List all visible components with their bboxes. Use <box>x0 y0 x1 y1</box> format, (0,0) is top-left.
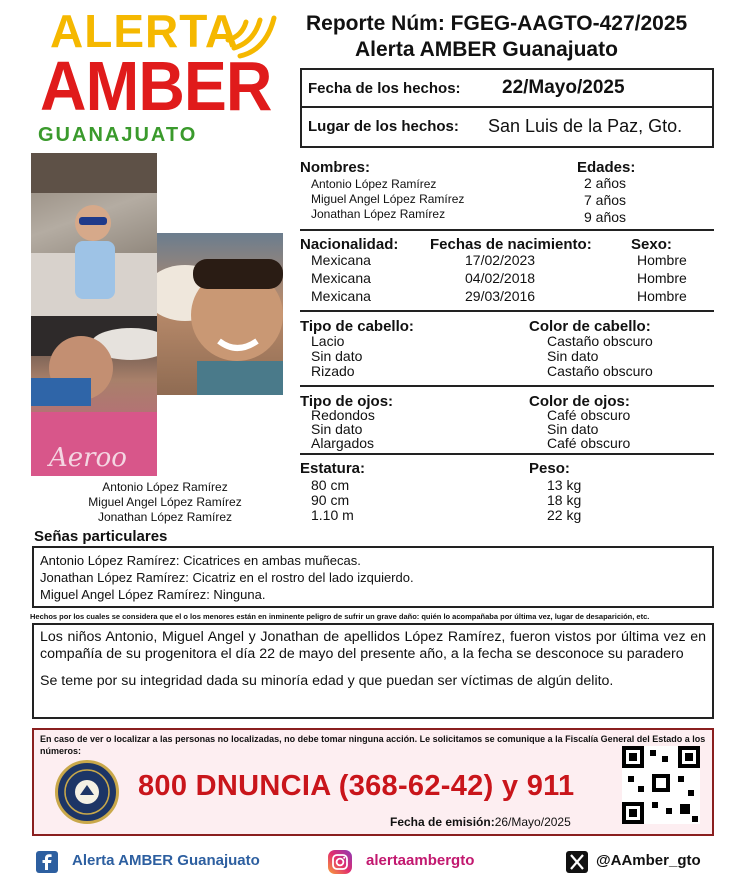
danger-note: Hechos por los cuales se considera que el o los menores están en inminente peligro de sufrir un grave daño: quién lo acompañaba por última vez, lugar de desaparición, etc. <box>30 612 650 621</box>
age-value: 7 años <box>584 192 627 208</box>
caption-name: Jonathan López Ramírez <box>97 510 233 524</box>
birthdate-value: 29/03/2016 <box>465 288 536 304</box>
photo-miguel-angel <box>31 316 157 476</box>
divider <box>300 310 714 312</box>
divider <box>300 453 714 455</box>
eye-color-label: Color de ojos: <box>529 393 630 410</box>
weight-value: 22 kg <box>547 507 582 523</box>
nationality-value: Mexicana <box>311 252 371 268</box>
weight-value: 13 kg <box>547 477 582 493</box>
hair-color-value: Castaño obscuro <box>547 333 653 349</box>
event-date-label: Fecha de los hechos: <box>308 80 461 97</box>
hair-type-value: Lacio <box>311 333 345 349</box>
description-paragraph: Los niños Antonio, Miguel Angel y Jonathan de apellidos López Ramírez, fueron vistos por última vez en compañía de su progenitora el día 22 de mayo del presente año, a la fecha se desconoce su paradero <box>40 629 706 662</box>
instagram-link[interactable]: alertaambergto <box>366 852 475 869</box>
sex-value: Hombre <box>637 252 687 268</box>
event-place-value: San Luis de la Paz, Gto. <box>488 116 683 136</box>
name-value: Miguel Angel López Ramírez <box>311 192 465 206</box>
age-value: 9 años <box>584 209 627 225</box>
description-paragraph: Se teme por su integridad dada su minoría edad y que puedan ser víctimas de algún delito. <box>40 673 614 689</box>
marks-line: Miguel Angel López Ramírez: Ninguna. <box>40 587 266 602</box>
name-value: Antonio López Ramírez <box>311 177 437 191</box>
eye-color-value: Café obscuro <box>547 435 631 451</box>
hair-type-value: Rizado <box>311 363 355 379</box>
marks-line: Jonathan López Ramírez: Cicatriz en el rostro del lado izquierdo. <box>40 570 414 585</box>
instagram-icon[interactable] <box>328 850 352 874</box>
emission-date <box>390 815 571 829</box>
qr-code-icon[interactable] <box>622 746 700 824</box>
report-number: Reporte Núm: FGEG-AAGTO-427/2025 <box>306 12 688 35</box>
signal-waves-icon <box>222 10 282 62</box>
caption-name: Miguel Angel López Ramírez <box>88 495 242 509</box>
sex-value: Hombre <box>637 288 687 304</box>
facebook-link[interactable]: Alerta AMBER Guanajuato <box>72 852 260 869</box>
eye-type-value: Sin dato <box>311 421 363 437</box>
hair-type-label: Tipo de cabello: <box>300 318 414 335</box>
name-value: Jonathan López Ramírez <box>311 207 446 221</box>
height-value: 90 cm <box>311 492 350 508</box>
logo-amber-text: AMBER <box>40 47 272 125</box>
nationality-label: Nacionalidad: <box>300 236 399 253</box>
caption-name: Antonio López Ramírez <box>102 480 228 494</box>
weight-label: Peso: <box>529 460 570 477</box>
height-label: Estatura: <box>300 460 366 477</box>
facebook-icon[interactable] <box>36 851 58 873</box>
eye-type-label: Tipo de ojos: <box>300 393 394 410</box>
height-value: 80 cm <box>311 477 350 493</box>
nationality-value: Mexicana <box>311 288 371 304</box>
marks-title: Señas particulares <box>34 528 168 545</box>
alert-state-title: Alerta AMBER Guanajuato <box>355 38 618 61</box>
divider <box>300 385 714 387</box>
hair-color-value: Sin dato <box>547 348 599 364</box>
eye-type-value: Redondos <box>311 407 375 423</box>
contact-phone[interactable]: 800 DNUNCIA (368-62-42) y 911 <box>138 770 575 802</box>
photo-antonio <box>31 153 157 316</box>
eye-color-value: Café obscuro <box>547 407 631 423</box>
emission-label: Fecha de emisión: <box>390 815 495 829</box>
x-twitter-icon[interactable] <box>566 851 588 873</box>
names-label: Nombres: <box>300 159 371 176</box>
divider <box>300 106 714 108</box>
eye-type-value: Alargados <box>311 435 375 451</box>
height-value: 1.10 m <box>311 507 354 523</box>
fiscalia-seal-icon <box>55 760 119 824</box>
event-place-label: Lugar de los hechos: <box>308 118 459 135</box>
divider <box>300 229 714 231</box>
hair-color-value: Castaño obscuro <box>547 363 653 379</box>
hair-color-label: Color de cabello: <box>529 318 651 335</box>
nationality-value: Mexicana <box>311 270 371 286</box>
event-date-value: 22/Mayo/2025 <box>502 77 625 98</box>
eye-color-value: Sin dato <box>547 421 599 437</box>
marks-line: Antonio López Ramírez: Cicatrices en ambas muñecas. <box>40 553 361 568</box>
ages-label: Edades: <box>577 159 636 176</box>
sex-label: Sexo: <box>631 236 672 253</box>
logo-alerta-text: ALERTA <box>50 5 240 57</box>
weight-value: 18 kg <box>547 492 582 508</box>
birthdate-value: 17/02/2023 <box>465 252 536 268</box>
birthdate-value: 04/02/2018 <box>465 270 536 286</box>
svg-text:Aeroo: Aeroo <box>49 443 127 473</box>
birthdates-label: Fechas de nacimiento: <box>430 236 592 253</box>
photo-jonathan <box>157 233 283 395</box>
emission-value: 26/Mayo/2025 <box>494 815 571 829</box>
photo-caption <box>40 480 290 525</box>
logo-guanajuato-text: GUANAJUATO <box>38 124 198 146</box>
marks-box <box>32 546 714 608</box>
description-box <box>32 623 714 719</box>
sex-value: Hombre <box>637 270 687 286</box>
x-link[interactable]: @AAmber_gto <box>596 852 701 869</box>
hair-type-value: Sin dato <box>311 348 363 364</box>
contact-instructions: En caso de ver o localizar a las personas no localizadas, no debe tomar ninguna acción. Le solicitamos se comunique a la Fiscalía General del Estado a los números: <box>40 734 706 756</box>
age-value: 2 años <box>584 175 627 191</box>
